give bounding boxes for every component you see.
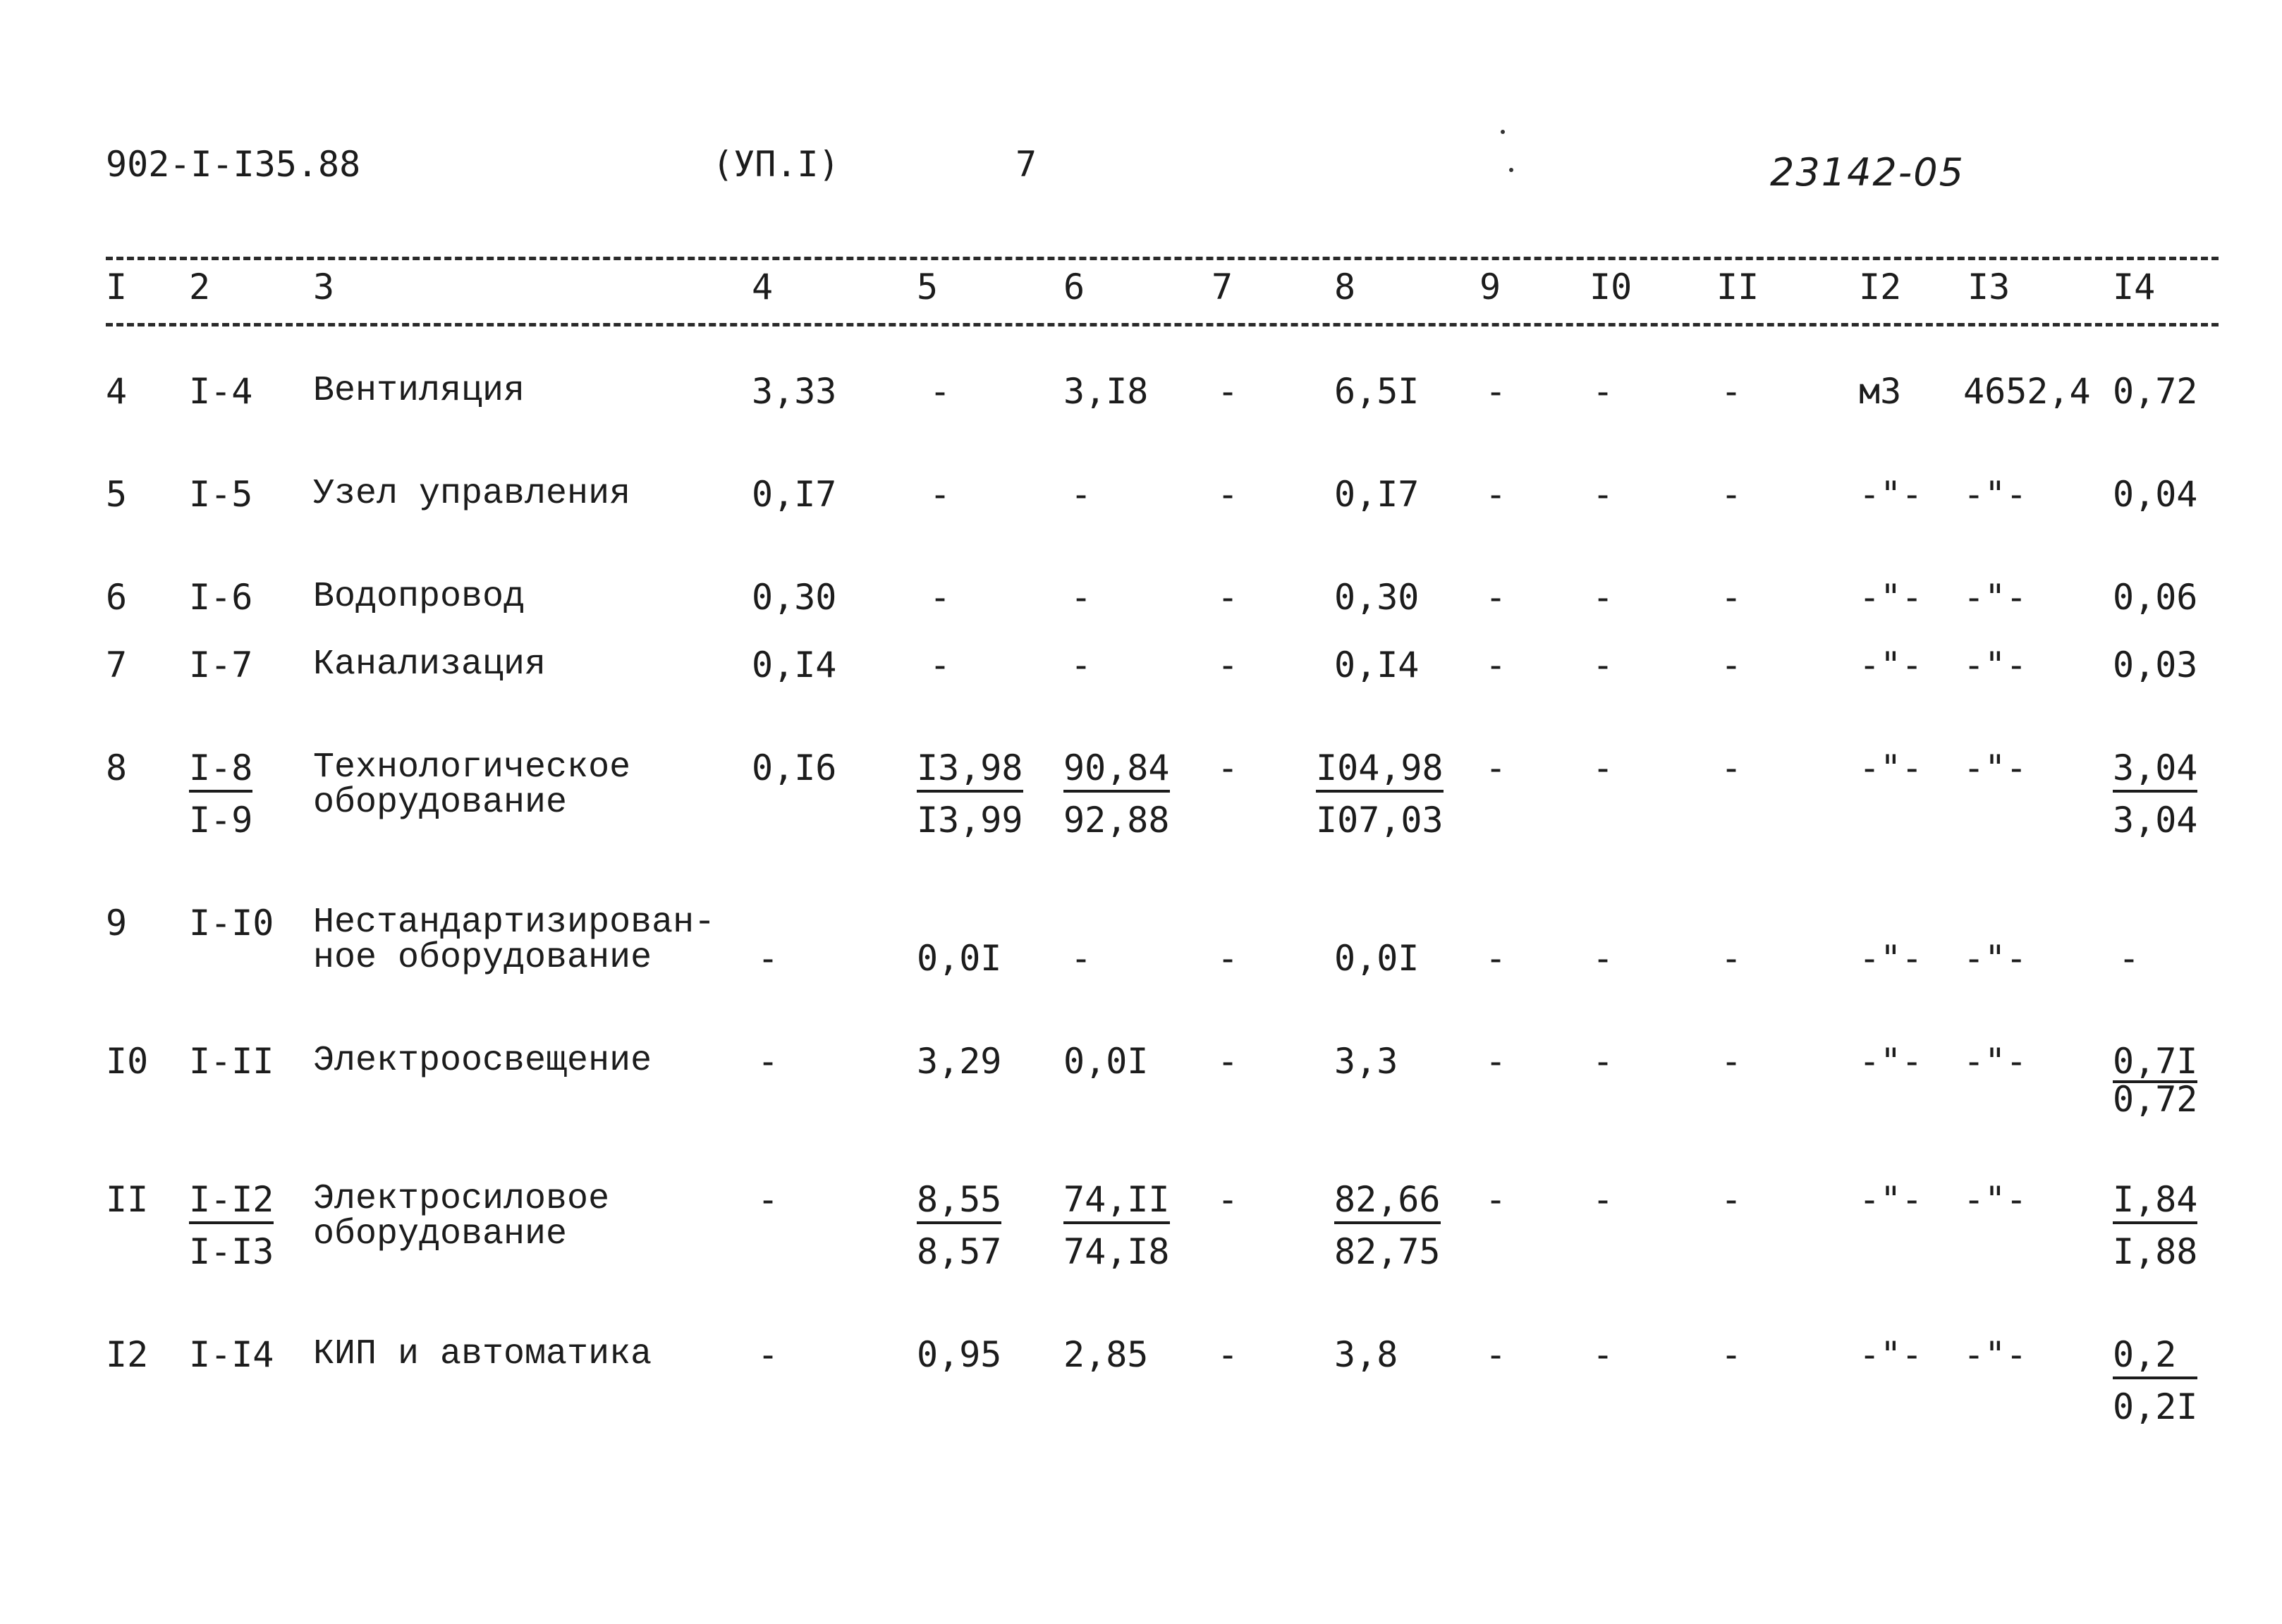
row-number: I0 xyxy=(106,1041,149,1082)
cell-col7: - xyxy=(1217,938,1239,979)
cell-col4: 0,I4 xyxy=(752,645,837,685)
row-code-fraction xyxy=(189,1179,274,1272)
cell-col8-fraction xyxy=(1334,1179,1441,1272)
cell-col13: -"- xyxy=(1963,747,2027,788)
cell-col6: 0,0I xyxy=(1063,1041,1149,1082)
cell-col14: 0,06 xyxy=(2113,577,2198,618)
cell-col14: 0,03 xyxy=(2113,645,2198,685)
row-name-line2: оборудование xyxy=(313,1214,568,1254)
cell-col11: - xyxy=(1721,747,1743,788)
cell-col12: -"- xyxy=(1859,577,1923,618)
cell-col10: - xyxy=(1592,1334,1614,1375)
cell-col4: 3,33 xyxy=(752,371,837,412)
row-code-fraction xyxy=(189,747,253,841)
cell-col13: -"- xyxy=(1963,1041,2027,1082)
cell-col5: - xyxy=(929,474,951,515)
cell-col13: -"- xyxy=(1963,474,2027,515)
fraction-top: 3,04 xyxy=(2113,750,2197,793)
fraction-bottom: I-I3 xyxy=(189,1231,274,1272)
cell-col5: 0,95 xyxy=(917,1334,1002,1375)
header-bottom-rule xyxy=(106,323,2219,326)
cell-col6: 2,85 xyxy=(1063,1334,1149,1375)
row-number: I2 xyxy=(106,1334,149,1375)
row-number: II xyxy=(106,1179,149,1220)
cell-col9: - xyxy=(1485,645,1507,685)
cell-col4: - xyxy=(757,1041,779,1082)
row-code: I-4 xyxy=(189,371,253,412)
cell-col13: -"- xyxy=(1963,1179,2027,1220)
fraction-bottom: 92,88 xyxy=(1063,800,1170,841)
cell-col6-fraction xyxy=(1063,1179,1170,1272)
fraction-top: I,84 xyxy=(2113,1182,2197,1224)
cell-col14-fraction xyxy=(2113,747,2198,841)
cell-col11: - xyxy=(1721,1334,1743,1375)
cell-col13: -"- xyxy=(1963,938,2027,979)
row-number: 5 xyxy=(106,474,128,515)
column-header: I2 xyxy=(1859,267,1902,307)
cell-col11: - xyxy=(1721,938,1743,979)
cell-col4: - xyxy=(757,1334,779,1375)
row-name xyxy=(313,747,631,823)
cell-col4: 0,I6 xyxy=(752,747,837,788)
cell-col4: 0,30 xyxy=(752,577,837,618)
cell-col14: 0,72 xyxy=(2113,371,2198,412)
speck-mark xyxy=(1501,130,1505,134)
cell-col5: - xyxy=(929,645,951,685)
cell-col9: - xyxy=(1485,1334,1507,1375)
cell-col13: -"- xyxy=(1963,645,2027,685)
page-number: 7 xyxy=(1015,144,1037,185)
column-header: 4 xyxy=(752,267,774,307)
cell-col9: - xyxy=(1485,1041,1507,1082)
row-number: 6 xyxy=(106,577,128,618)
row-number: 4 xyxy=(106,371,128,412)
speck-mark xyxy=(1509,168,1513,172)
cell-col6-fraction xyxy=(1063,747,1170,841)
doc-number: 902-I-I35.88 xyxy=(106,144,361,185)
fraction-bottom: 3,04 xyxy=(2113,800,2198,841)
row-name-line1: Нестандартизирован- xyxy=(313,903,716,943)
cell-col12: -"- xyxy=(1859,747,1923,788)
cell-col8: 0,0I xyxy=(1334,938,1420,979)
cell-col5: 3,29 xyxy=(917,1041,1002,1082)
cell-col7: - xyxy=(1217,371,1239,412)
cell-col14-fraction xyxy=(2113,1334,2198,1427)
cell-col14: - xyxy=(2118,938,2140,979)
cell-col6: - xyxy=(1070,474,1092,515)
cell-col13: -"- xyxy=(1963,577,2027,618)
row-name: Вентиляция xyxy=(313,371,525,411)
row-name: Канализация xyxy=(313,645,547,685)
fraction-bottom: I,88 xyxy=(2113,1231,2198,1272)
cell-col11: - xyxy=(1721,474,1743,515)
cell-col5: - xyxy=(929,371,951,412)
column-header: II xyxy=(1716,267,1759,307)
cell-col8: 0,30 xyxy=(1334,577,1420,618)
cell-col10: - xyxy=(1592,938,1614,979)
row-name: КИП и автоматика xyxy=(313,1334,652,1374)
fraction-bottom: 0,72 xyxy=(2113,1079,2198,1120)
cell-col12: -"- xyxy=(1859,938,1923,979)
fraction-top: 74,II xyxy=(1063,1182,1170,1224)
row-name xyxy=(313,905,715,976)
cell-col5: 0,0I xyxy=(917,938,1002,979)
cell-col5: - xyxy=(929,577,951,618)
cell-col10: - xyxy=(1592,1179,1614,1220)
row-name xyxy=(313,1179,610,1254)
cell-col13: -"- xyxy=(1963,1334,2027,1375)
cell-col9: - xyxy=(1485,577,1507,618)
column-header: 2 xyxy=(189,267,211,307)
cell-col8: 6,5I xyxy=(1334,371,1420,412)
row-name: Узел управления xyxy=(313,474,631,514)
cell-col6: - xyxy=(1070,577,1092,618)
row-code: I-5 xyxy=(189,474,253,515)
column-header: 3 xyxy=(313,267,335,307)
cell-col10: - xyxy=(1592,1041,1614,1082)
fraction-bottom: 74,I8 xyxy=(1063,1231,1170,1272)
cell-col9: - xyxy=(1485,938,1507,979)
cell-col8: 0,I4 xyxy=(1334,645,1420,685)
cell-col12: -"- xyxy=(1859,1041,1923,1082)
cell-col7: - xyxy=(1217,1334,1239,1375)
row-code: I-II xyxy=(189,1041,274,1082)
cell-col4: 0,I7 xyxy=(752,474,837,515)
row-name: Электроосвещение xyxy=(313,1041,652,1081)
row-code: I-I0 xyxy=(189,903,274,944)
row-number: 8 xyxy=(106,747,128,788)
cell-col5-fraction xyxy=(917,747,1023,841)
cell-col9: - xyxy=(1485,747,1507,788)
column-header: 5 xyxy=(917,267,939,307)
cell-col8-fraction xyxy=(1316,747,1444,841)
cell-col9: - xyxy=(1485,474,1507,515)
header-top-rule xyxy=(106,257,2219,260)
cell-col7: - xyxy=(1217,577,1239,618)
fraction-bottom: I07,03 xyxy=(1316,800,1444,841)
row-name-line2: ное оборудование xyxy=(313,938,652,978)
section-label: (УП.I) xyxy=(712,144,840,185)
fraction-top: I3,98 xyxy=(917,750,1023,793)
cell-col11: - xyxy=(1721,577,1743,618)
row-name-line2: оборудование xyxy=(313,783,568,823)
cell-col14-fraction xyxy=(2113,1041,2198,1120)
column-header: I0 xyxy=(1590,267,1633,307)
cell-col6: - xyxy=(1070,938,1092,979)
cell-col11: - xyxy=(1721,1179,1743,1220)
cell-col12: м3 xyxy=(1859,371,1902,412)
fraction-top: 0,2 xyxy=(2113,1337,2197,1379)
cell-col7: - xyxy=(1217,747,1239,788)
cell-col6: 3,I8 xyxy=(1063,371,1149,412)
cell-col13: 4652,4 xyxy=(1963,371,2091,412)
cell-col4: - xyxy=(757,1179,779,1220)
fraction-top: I04,98 xyxy=(1316,750,1444,793)
cell-col4: - xyxy=(757,938,779,979)
row-code: I-I4 xyxy=(189,1334,274,1375)
cell-col7: - xyxy=(1217,474,1239,515)
column-header: 9 xyxy=(1479,267,1501,307)
cell-col8: 3,3 xyxy=(1334,1041,1398,1082)
cell-col5-fraction xyxy=(917,1179,1002,1272)
column-header: 8 xyxy=(1334,267,1356,307)
cell-col10: - xyxy=(1592,474,1614,515)
cell-col6: - xyxy=(1070,645,1092,685)
fraction-top: 82,66 xyxy=(1334,1182,1441,1224)
fraction-bottom: 0,2I xyxy=(2113,1386,2198,1427)
row-number: 7 xyxy=(106,645,128,685)
column-header: I3 xyxy=(1967,267,2011,307)
cell-col14: 0,04 xyxy=(2113,474,2198,515)
row-name: Водопровод xyxy=(313,577,525,617)
fraction-top: I-I2 xyxy=(189,1182,274,1224)
cell-col11: - xyxy=(1721,1041,1743,1082)
cell-col10: - xyxy=(1592,645,1614,685)
cell-col7: - xyxy=(1217,1179,1239,1220)
cell-col8: 3,8 xyxy=(1334,1334,1398,1375)
row-name-line1: Технологическое xyxy=(313,747,631,788)
fraction-bottom: I3,99 xyxy=(917,800,1023,841)
column-header: 6 xyxy=(1063,267,1085,307)
cell-col10: - xyxy=(1592,747,1614,788)
column-header: I xyxy=(106,267,128,307)
cell-col8: 0,I7 xyxy=(1334,474,1420,515)
row-name-line1: Электросиловое xyxy=(313,1179,610,1219)
cell-col12: -"- xyxy=(1859,645,1923,685)
row-code: I-6 xyxy=(189,577,253,618)
cell-col9: - xyxy=(1485,371,1507,412)
column-header: 7 xyxy=(1212,267,1233,307)
cell-col12: -"- xyxy=(1859,1179,1923,1220)
row-number: 9 xyxy=(106,903,128,944)
fraction-bottom: I-9 xyxy=(189,800,253,841)
cell-col12: -"- xyxy=(1859,474,1923,515)
cell-col7: - xyxy=(1217,645,1239,685)
fraction-top: I-8 xyxy=(189,750,252,793)
fraction-top: 8,55 xyxy=(917,1182,1001,1224)
fraction-bottom: 82,75 xyxy=(1334,1231,1441,1272)
cell-col12: -"- xyxy=(1859,1334,1923,1375)
cell-col11: - xyxy=(1721,371,1743,412)
column-header: I4 xyxy=(2113,267,2156,307)
cell-col9: - xyxy=(1485,1179,1507,1220)
cell-col14-fraction xyxy=(2113,1179,2198,1272)
row-code: I-7 xyxy=(189,645,253,685)
cell-col10: - xyxy=(1592,577,1614,618)
cell-col11: - xyxy=(1721,645,1743,685)
cell-col10: - xyxy=(1592,371,1614,412)
archive-number: 23142-05 xyxy=(1770,150,1965,195)
cell-col7: - xyxy=(1217,1041,1239,1082)
fraction-bottom: 8,57 xyxy=(917,1231,1002,1272)
fraction-top: 0,7I xyxy=(2113,1041,2198,1082)
fraction-top: 90,84 xyxy=(1063,750,1170,793)
